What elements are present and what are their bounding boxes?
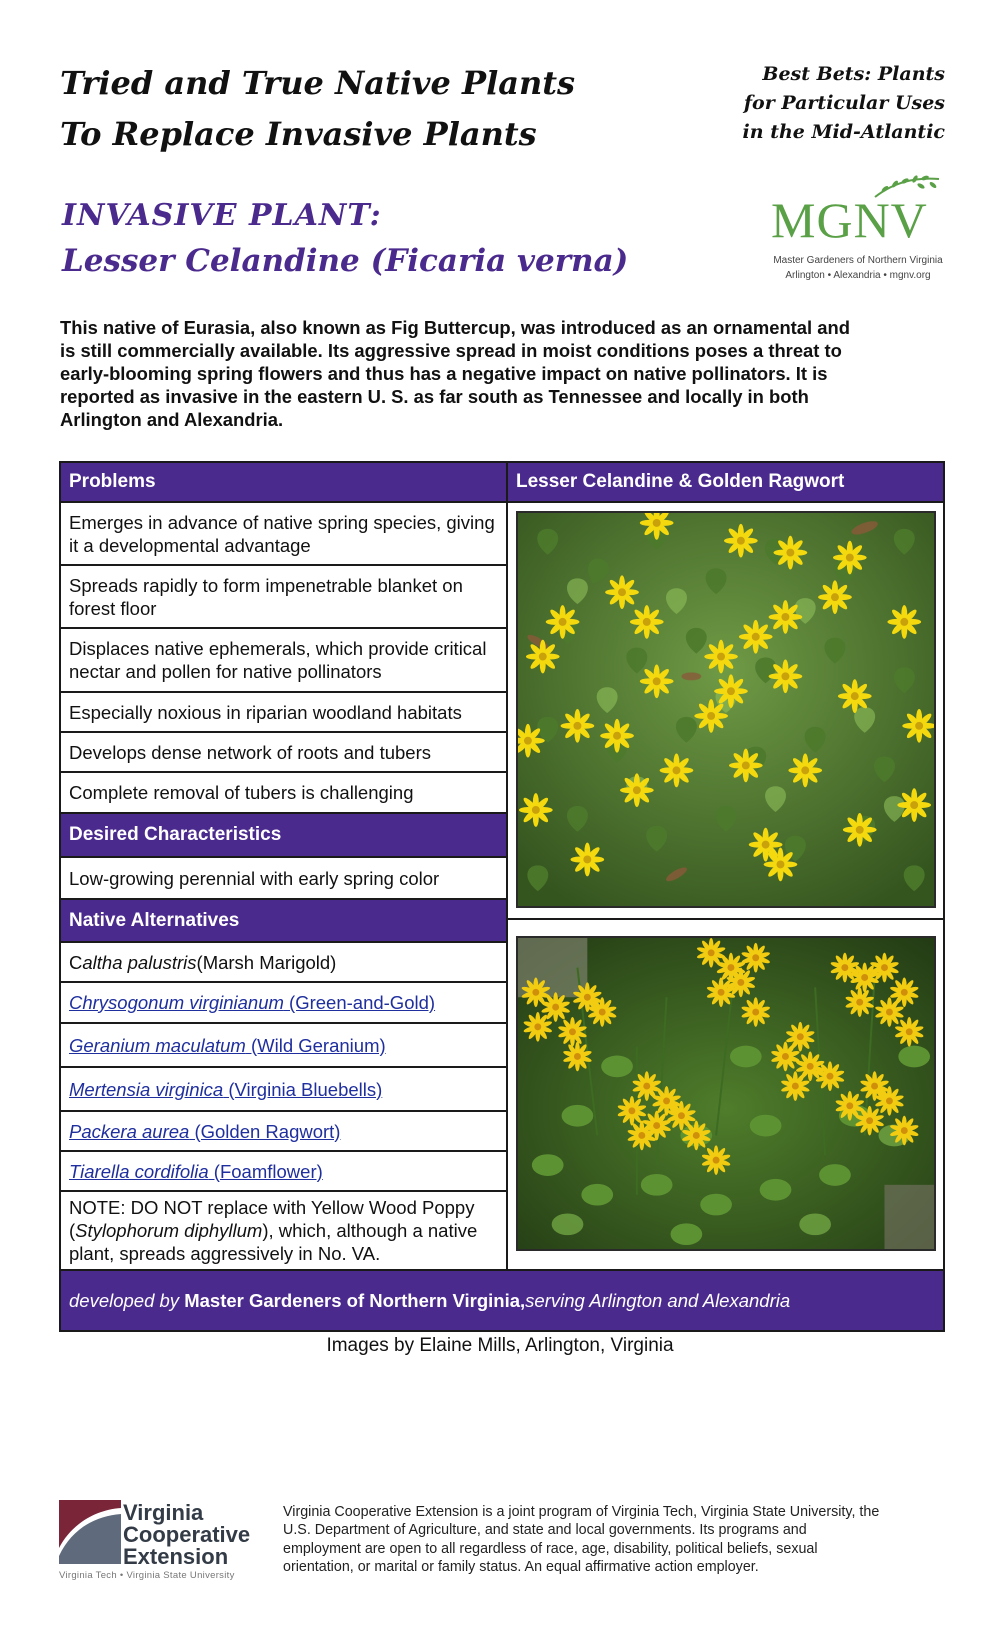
vce-partners: Virginia Tech • Virginia State University: [59, 1570, 235, 1581]
vce-wordmark-line-2: Cooperative: [123, 1522, 251, 1547]
left-column: [61, 463, 506, 1269]
developed-by-org: Master Gardeners of Northern Virginia,: [184, 1289, 526, 1311]
problem-item: Especially noxious in riparian woodland habitats: [61, 693, 506, 733]
alternative-link-golden-ragwort[interactable]: [69, 1120, 340, 1143]
desired-item: Low-growing perennial with early spring color: [61, 858, 506, 900]
alternative-item-virginia-bluebells: [61, 1068, 506, 1112]
photos-heading: Lesser Celandine & Golden Ragwort: [508, 463, 943, 503]
main-title: [60, 58, 620, 160]
equal-opportunity-disclaimer: Virginia Cooperative Extension is a joint program of Virginia Tech, Virginia State University, the U.S. Department of Agriculture, and state and local governments. Its programs and employment are open to all regardless of race, age, disability, political beliefs, sexual orientation, or marital or family status. An equal affirmative action employer.: [283, 1504, 880, 1575]
mgnv-tagline-line-1: Master Gardeners of Northern Virginia: [773, 255, 943, 266]
alternative-link-wild-geranium[interactable]: [69, 1034, 386, 1057]
mgnv-tagline-line-2: Arlington • Alexandria • mgnv.org: [785, 270, 931, 281]
mgnv-tagline: [763, 253, 953, 283]
alt-sci-prefix: C: [69, 951, 83, 973]
series-title-line-2: for Particular Uses: [743, 92, 945, 114]
alt-sci-name: altha palustris: [82, 951, 197, 973]
note-before: NOTE: DO NOT replace with Yellow Wood Poppy (: [69, 1197, 475, 1241]
note-do-not-replace: [61, 1192, 506, 1269]
alt-common-name: (Green-and-Gold): [283, 992, 436, 1013]
vce-wordmark: [123, 1502, 250, 1568]
alternative-link-foamflower[interactable]: [69, 1160, 323, 1183]
alternatives-heading: Native Alternatives: [61, 900, 506, 943]
developed-by-prefix: developed by: [69, 1289, 180, 1311]
alternative-item-golden-ragwort: [61, 1112, 506, 1152]
vce-swoosh-icon: [59, 1500, 121, 1564]
alt-sci-name: Tiarella cordifolia: [69, 1160, 209, 1182]
alt-common-name: (Wild Geranium): [245, 1034, 386, 1056]
desired-heading: Desired Characteristics: [61, 814, 506, 858]
alternative-link-virginia-bluebells[interactable]: [69, 1078, 382, 1101]
right-column: [506, 463, 943, 1269]
problems-heading: Problems: [61, 463, 506, 503]
alt-common-name: (Foamflower): [208, 1160, 323, 1182]
intro-paragraph: This native of Eurasia, also known as Fig Buttercup, was introduced as an ornamental and is still commercially available. Its aggressive spread in moist conditions poses a threat to early-blooming spring flowers and thus has a negative impact on native pollinators. It is reported as invasive in the eastern U. S. as far south as Tennessee and locally in both Arlington and Alexandria.: [60, 317, 850, 430]
vce-wordmark-line-1: Virginia: [123, 1500, 204, 1525]
note-text: [69, 1196, 500, 1265]
main-title-line-2: To Replace Invasive Plants: [60, 115, 537, 153]
developed-by-banner: [61, 1269, 943, 1330]
info-table: [59, 461, 945, 1332]
invasive-plant-label: INVASIVE PLANT:: [62, 198, 382, 233]
alternative-item-foamflower: [61, 1152, 506, 1192]
invasive-plant-name: Lesser Celandine (Ficaria verna): [62, 243, 629, 279]
mgnv-logo: [755, 173, 950, 288]
alternative-item-wild-geranium: [61, 1024, 506, 1068]
note-after: ), which, although a native plant, spreads aggressively in No. VA.: [69, 1220, 478, 1264]
problem-item: Spreads rapidly to form impenetrable blanket on forest floor: [61, 566, 506, 629]
problem-item: Complete removal of tubers is challenging: [61, 773, 506, 814]
problem-item: Displaces native ephemerals, which provide critical nectar and pollen for native pollinators: [61, 629, 506, 693]
alt-sci-name: Chrysogonum virginianum: [69, 992, 284, 1013]
note-sci-name: Stylophorum diphyllum: [75, 1220, 263, 1241]
golden-ragwort-photo: [516, 936, 936, 1251]
vce-logo: [59, 1500, 259, 1582]
series-title-line-1: Best Bets: Plants: [762, 63, 945, 85]
series-title-line-3: in the Mid-Atlantic: [742, 121, 945, 143]
vce-wordmark-line-3: Extension: [123, 1544, 229, 1569]
alt-common-name: (Marsh Marigold): [196, 951, 337, 973]
lesser-celandine-image: [518, 513, 934, 906]
alt-sci-name: Geranium maculatum: [69, 1034, 246, 1056]
alt-sci-name: Mertensia virginica: [69, 1078, 224, 1100]
alternative-link-green-and-gold[interactable]: [69, 991, 435, 1014]
alternative-item-marsh-marigold: [61, 943, 506, 983]
main-title-line-1: Tried and True Native Plants: [60, 64, 576, 102]
alt-common-name: (Golden Ragwort): [189, 1120, 341, 1142]
problem-item: Emerges in advance of native spring species, giving it a developmental advantage: [61, 503, 506, 566]
mgnv-wordmark: MGNV: [771, 192, 928, 248]
image-credit: Images by Elaine Mills, Arlington, Virginia: [326, 1335, 674, 1356]
photo-divider: [508, 918, 943, 920]
problem-item: Develops dense network of roots and tubers: [61, 733, 506, 773]
series-title: [685, 60, 945, 147]
developed-by-suffix: serving Arlington and Alexandria: [525, 1289, 791, 1311]
lesser-celandine-photo: [516, 511, 936, 908]
alt-common-name: (Virginia Bluebells): [223, 1078, 383, 1100]
alt-sci-name: Packera aurea: [69, 1120, 190, 1142]
alternative-item-green-and-gold: [61, 983, 506, 1024]
golden-ragwort-image: [518, 938, 934, 1249]
